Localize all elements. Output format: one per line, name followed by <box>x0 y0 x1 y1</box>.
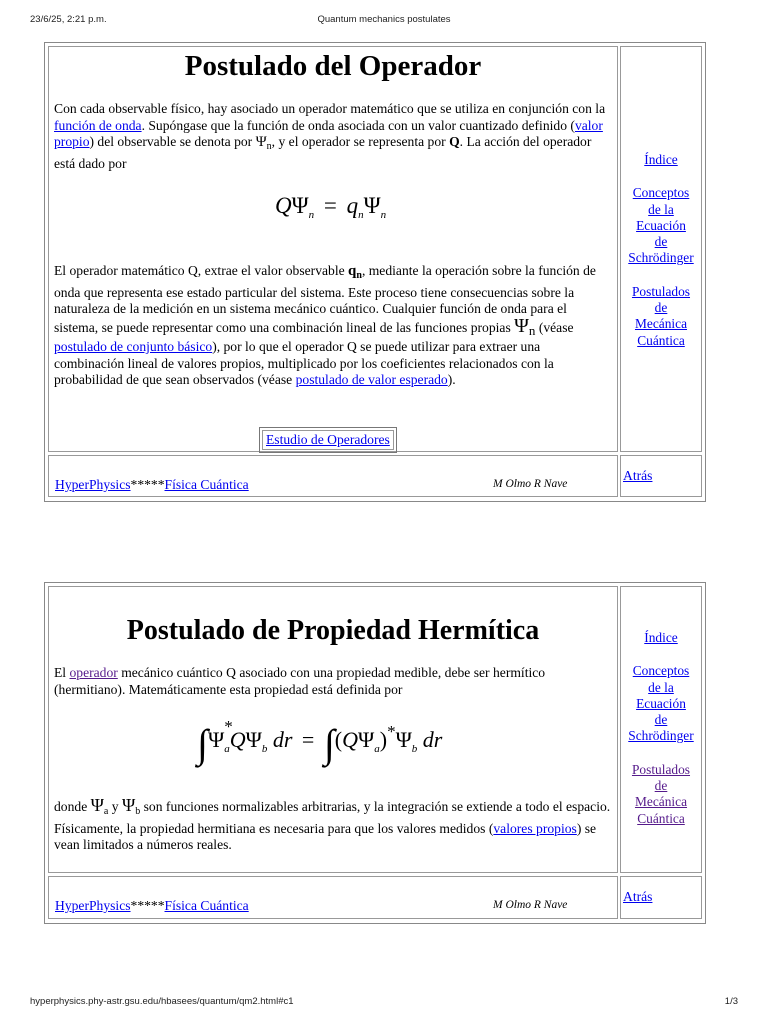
link-funcion-de-onda[interactable]: función de onda <box>54 117 142 133</box>
nav-footer-cell <box>48 455 618 497</box>
link-atras[interactable]: Atrás <box>623 468 653 483</box>
section-operator-frame <box>44 42 706 502</box>
link-postulado-valor-esperado[interactable]: postulado de valor esperado <box>295 372 448 387</box>
print-url: hyperphysics.phy-astr.gsu.edu/hbasees/quantum/qm2.html#c1 <box>30 996 294 1007</box>
psi-symbol: Ψ <box>514 314 529 337</box>
print-timestamp: 23/6/25, 2:21 p.m. <box>30 14 107 25</box>
sidebar-link-conceptos[interactable]: Conceptos de la Ecuación de Schrödinger <box>628 663 694 744</box>
link-fisica-cuantica[interactable]: Física Cuántica <box>164 898 249 913</box>
operator-equation: $Q\Psi_n = q_n\Psi_n$ <box>275 193 387 221</box>
sidebar-cell <box>620 46 702 452</box>
estudio-operadores-box <box>259 427 397 453</box>
nav-footer-cell <box>48 876 618 919</box>
paragraph-operator-explanation: El operador matemático Q, extrae el valor observable $q_n$, mediante la operación sobre la función de onda que representa ese estado particular del sistema. Este proceso tiene consecuencias sobre la naturaleza de la medición en un sistema mecánico cuántico. Cualquier función de onda para el sistema, se puede representar como una combinación lineal de las funciones propias Ψn (véase postulado de conjunto básico), por lo que el operador Q se puede utilizar para extraer una combinación lineal de valores propios, multiplicado por los coeficientes relacionados con la probabilidad de que sean observados (véase postulado de valor esperado). <box>54 263 596 387</box>
sidebar-link-postulados[interactable]: Postulados de Mecánica Cuántica <box>631 283 691 348</box>
link-fisica-cuantica[interactable]: Física Cuántica <box>164 477 249 492</box>
print-page-title: Quantum mechanics postulates <box>317 14 451 25</box>
section-title: Postulado de Propiedad Hermítica <box>126 615 540 646</box>
section-body <box>54 101 613 172</box>
sidebar-link-indice[interactable]: Índice <box>644 152 678 167</box>
section-body-2 <box>54 797 613 854</box>
main-content-cell <box>48 46 618 452</box>
paragraph-hermitian-explanation: donde $\Psi_a$ y $\Psi_b$ son funciones normalizables arbitrarias, y la integración se extiende a todo el espacio. Físicamente, la propiedad hermitiana es necesaria para que los valores medidos (valores propios) se vean limitados a números reales. <box>54 795 611 852</box>
link-atras[interactable]: Atrás <box>623 889 653 904</box>
link-estudio-de-operadores[interactable]: Estudio de Operadores <box>266 432 390 447</box>
sidebar-link-postulados[interactable]: Postulados de Mecánica Cuántica <box>631 761 691 826</box>
link-valores-propios[interactable]: valores propios <box>493 820 577 836</box>
link-operador[interactable]: operador <box>69 665 118 680</box>
hermitian-equation: ∫Ψ * $_aQ\Psi_b$ dr = $\int(Q\Psi_a)^*\Psi_b$ dr <box>197 717 443 766</box>
print-page-number: 1/3 <box>724 996 738 1007</box>
section-body-2 <box>54 263 613 389</box>
paragraph-intro: Con cada observable físico, hay asociado un operador matemático que se utiliza en conjunción con la función de onda. Supóngase que la función de onda asociada con un valor cuantizado definido (valor propio) del observable se denota por $\Psi_n$, y el operador se representa por Q. La acción del operador está dado por <box>54 101 606 171</box>
link-valor-propio[interactable]: valor propio <box>54 117 603 149</box>
nav-footer-links: HyperPhysics*****Física Cuántica <box>55 477 249 492</box>
link-hyperphysics[interactable]: HyperPhysics <box>55 898 131 913</box>
nav-back-cell <box>620 876 702 919</box>
nav-back-cell <box>620 455 702 497</box>
link-hyperphysics[interactable]: HyperPhysics <box>55 477 131 492</box>
sidebar-link-conceptos[interactable]: Conceptos de la Ecuación de Schrödinger <box>628 185 694 266</box>
author-credit: M Olmo R Nave <box>493 478 568 490</box>
psi-symbol: Ψ <box>255 134 267 150</box>
section-hermitian-frame <box>44 582 706 924</box>
paragraph-intro: El operador mecánico cuántico Q asociado con una propiedad medible, debe ser hermítico (hermitiano). Matemáticamente esta propiedad está definida por <box>54 665 546 697</box>
sidebar-cell <box>620 586 702 873</box>
link-postulado-conjunto-basico[interactable]: postulado de conjunto básico <box>54 339 213 354</box>
main-content-cell <box>48 586 618 873</box>
section-title: Postulado del Operador <box>184 50 482 82</box>
sidebar-link-indice[interactable]: Índice <box>644 630 678 645</box>
nav-footer-links: HyperPhysics*****Física Cuántica <box>55 898 249 913</box>
section-body <box>54 665 613 698</box>
author-credit: M Olmo R Nave <box>493 899 568 911</box>
